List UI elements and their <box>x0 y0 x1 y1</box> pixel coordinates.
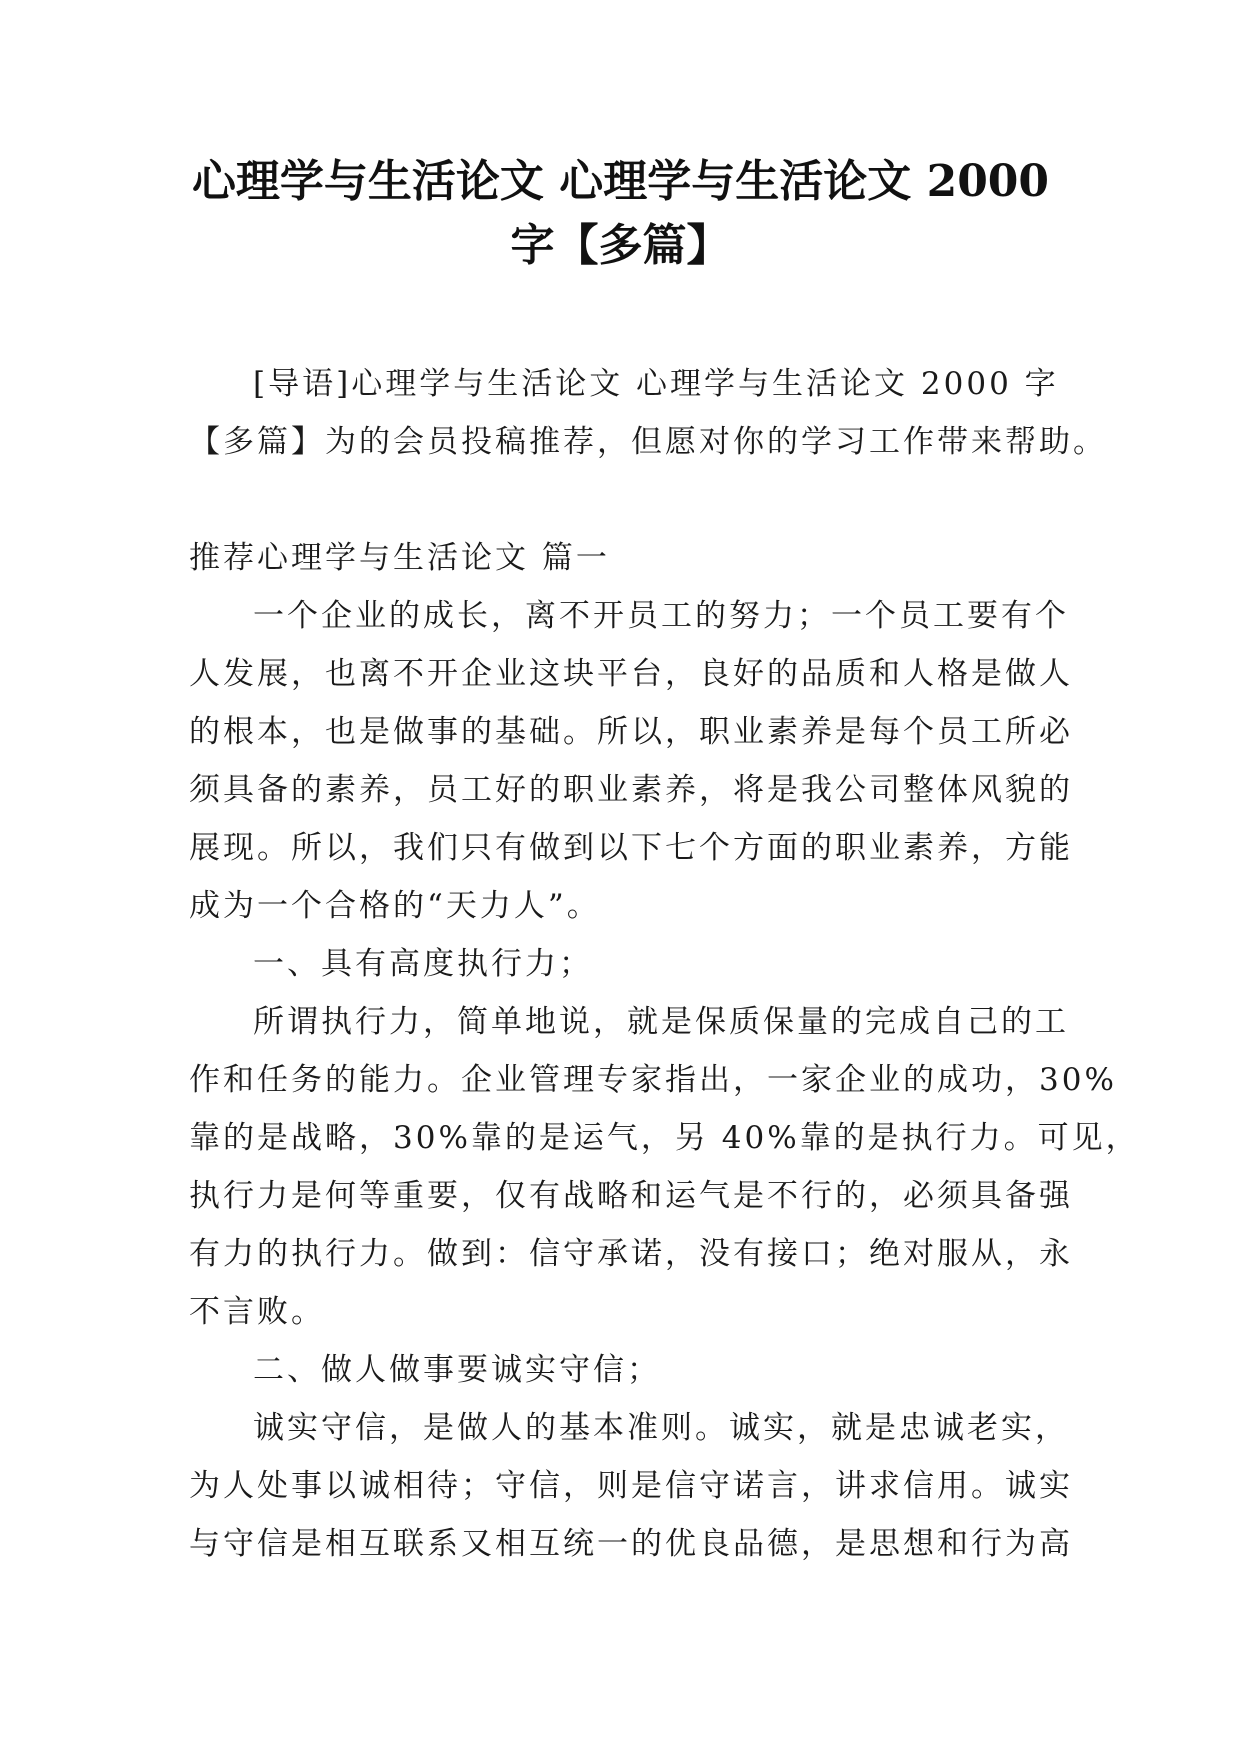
paragraph-line: 展现。所以，我们只有做到以下七个方面的职业素养，方能 <box>189 830 1073 866</box>
section-heading: 推荐心理学与生活论文 篇一 <box>189 540 610 576</box>
paragraph-line: 须具备的素养，员工好的职业素养，将是我公司整体风貌的 <box>189 772 1073 808</box>
paragraph-line: 不言败。 <box>189 1294 325 1330</box>
intro-line: 【多篇】为的会员投稿推荐，但愿对你的学习工作带来帮助。 <box>189 424 1107 460</box>
paragraph-line: 作和任务的能力。企业管理专家指出，一家企业的成功，30% <box>189 1062 1117 1098</box>
intro-line: [导语]心理学与生活论文 心理学与生活论文 2000 字 <box>253 366 1059 402</box>
paragraph-line: 所谓执行力，简单地说，就是保质保量的完成自己的工 <box>253 1004 1069 1040</box>
item-heading: 一、具有高度执行力； <box>253 946 593 982</box>
item-heading: 二、做人做事要诚实守信； <box>253 1352 661 1388</box>
document-title <box>150 150 1091 278</box>
paragraph-line: 与守信是相互联系又相互统一的优良品德，是思想和行为高 <box>189 1526 1073 1562</box>
paragraph-line: 靠的是战略，30%靠的是运气，另 40%靠的是执行力。可见， <box>189 1120 1140 1156</box>
title-line-2: 字【多篇】 <box>510 220 731 271</box>
paragraph-line: 有力的执行力。做到：信守承诺，没有接口；绝对服从，永 <box>189 1236 1073 1272</box>
paragraph-line: 的根本，也是做事的基础。所以，职业素养是每个员工所必 <box>189 714 1073 750</box>
paragraph-line: 诚实守信，是做人的基本准则。诚实，就是忠诚老实， <box>253 1410 1069 1446</box>
title-line-1: 心理学与生活论文 心理学与生活论文 2000 <box>191 156 1050 207</box>
paragraph-line: 一个企业的成长，离不开员工的努力；一个员工要有个 <box>253 598 1069 634</box>
paragraph-line: 执行力是何等重要，仅有战略和运气是不行的，必须具备强 <box>189 1178 1073 1214</box>
paragraph-line: 成为一个合格的“天力人”。 <box>189 888 601 924</box>
paragraph-line: 人发展，也离不开企业这块平台，良好的品质和人格是做人 <box>189 656 1073 692</box>
document-body <box>189 355 1140 1573</box>
blank-line <box>189 471 1049 529</box>
paragraph-line: 为人处事以诚相待；守信，则是信守诺言，讲求信用。诚实 <box>189 1468 1073 1504</box>
